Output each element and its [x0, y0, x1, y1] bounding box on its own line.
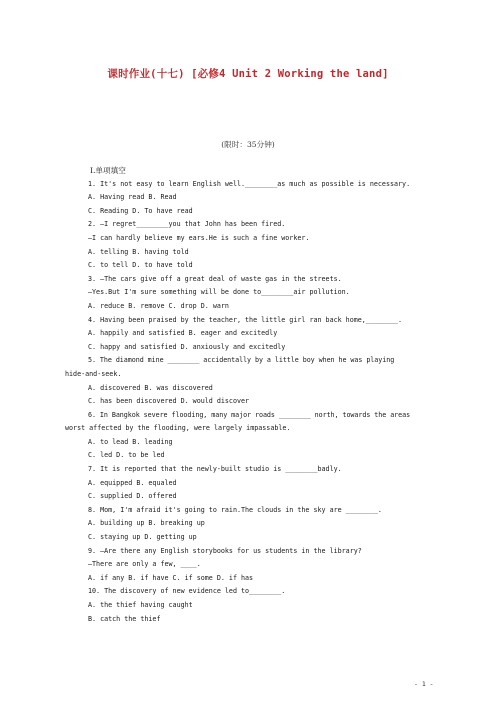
exercise-content	[65, 164, 433, 626]
question-2-options-ab: A. telling B. having told	[88, 247, 189, 256]
question-3-reply: —Yes.But I'm sure something will be done to________air pollution.	[88, 288, 350, 297]
question-3-options: A. reduce B. remove C. drop D. warn	[88, 301, 229, 310]
section-heading: Ⅰ.单项填空	[90, 166, 126, 175]
question-3-stem: 3. —The cars give off a great deal of waste gas in the streets.	[88, 274, 342, 283]
question-10-option-b: B. catch the thief	[88, 614, 161, 623]
question-7-stem: 7. It is reported that the newly-built studio is ________badly.	[88, 465, 342, 474]
question-4-options-cd: C. happy and satisfied D. anxiously and excitedly	[88, 342, 286, 351]
question-8-stem: 8. Mom, I'm afraid it's going to rain.The clouds in the sky are ________.	[88, 505, 382, 514]
question-4-stem: 4. Having been praised by the teacher, the little girl ran back home,________.	[88, 315, 403, 324]
question-8-options-cd: C. staying up D. getting up	[88, 533, 197, 542]
question-1-stem: 1. It's not easy to learn English well.________as much as possible is necessary.	[88, 179, 411, 188]
question-1-options-cd: C. Reading D. To have read	[88, 206, 193, 215]
question-2-options-cd: C. to tell D. to have told	[88, 261, 193, 270]
question-6-stem-continued: worst affected by the flooding, were largely impassable.	[65, 424, 291, 433]
question-7-options-cd: C. supplied D. offered	[88, 492, 177, 501]
question-10-stem: 10. The discovery of new evidence led to________.	[88, 587, 286, 596]
page-number: - 1 -	[414, 680, 434, 688]
question-4-options-ab: A. happily and satisfied B. eager and excitedly	[88, 329, 278, 338]
question-6-options-ab: A. to lead B. leading	[88, 437, 173, 446]
question-6-stem: 6. In Bangkok severe flooding, many major roads ________ north, towards the areas	[88, 410, 411, 419]
question-7-options-ab: A. equipped B. equaled	[88, 478, 177, 487]
question-5-stem-continued: hide-and-seek.	[65, 369, 122, 378]
question-2-reply: —I can hardly believe my ears.He is such a fine worker.	[88, 233, 310, 242]
page-title: 课时作业(十七) [必修4 Unit 2 Working the land]	[107, 68, 389, 80]
question-6-options-cd: C. led D. to be led	[88, 451, 165, 460]
question-5-stem: 5. The diamond mine ________ accidentally by a little boy when he was playing	[88, 356, 395, 365]
question-2-stem: 2. —I regret________you that John has been fired.	[88, 220, 286, 229]
question-9-options: A. if any B. if have C. if some D. if has	[88, 573, 254, 582]
question-5-options-cd: C. has been discovered D. would discover	[88, 397, 250, 406]
question-8-options-ab: A. building up B. breaking up	[88, 519, 205, 528]
question-5-options-ab: A. discovered B. was discovered	[88, 383, 213, 392]
question-9-reply: —There are only a few, ____.	[88, 560, 201, 569]
question-9-stem: 9. —Are there any English storybooks for us students in the library?	[88, 546, 362, 555]
question-10-option-a: A. the thief having caught	[88, 601, 193, 609]
question-1-options-ab: A. Having read B. Read	[88, 193, 177, 202]
time-limit: (限时：35分钟)	[221, 140, 275, 149]
